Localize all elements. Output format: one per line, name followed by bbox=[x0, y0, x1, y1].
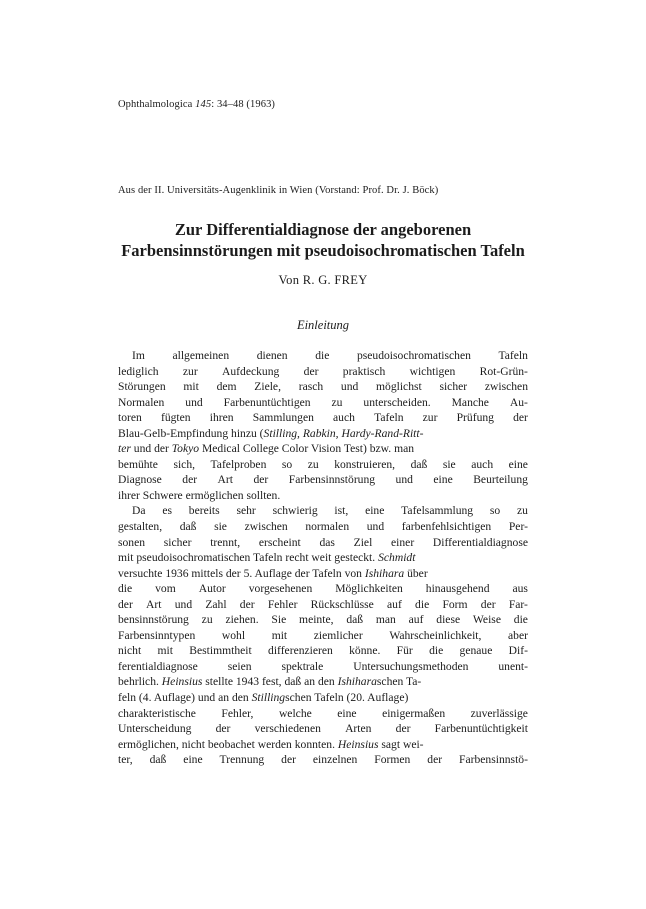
word: der bbox=[118, 597, 133, 611]
word: vorgesehenen bbox=[248, 582, 313, 596]
word: eine bbox=[183, 753, 203, 767]
word: ziehen. bbox=[225, 613, 259, 627]
text-segment: feln (4. Auflage) und an den bbox=[118, 691, 252, 705]
word: trennt, bbox=[210, 535, 241, 549]
word: Sie bbox=[271, 613, 287, 627]
word: ziemlicher bbox=[313, 628, 363, 642]
word: Weise bbox=[472, 613, 501, 627]
word: seien bbox=[227, 659, 252, 673]
word: Dif- bbox=[508, 644, 528, 658]
text-segment: Medical College Color Vision Test) bzw. man bbox=[199, 442, 415, 456]
text-segment: ermöglichen, nicht beobachet werden konnten. bbox=[118, 737, 338, 751]
text-line bbox=[118, 395, 528, 411]
word: sehr bbox=[236, 504, 256, 518]
word: einer bbox=[391, 535, 415, 549]
word: ter, bbox=[118, 753, 133, 767]
text-line bbox=[118, 410, 528, 426]
word: und bbox=[366, 520, 385, 534]
text-line bbox=[118, 379, 528, 395]
word: zwischen bbox=[484, 380, 528, 394]
word: der bbox=[395, 722, 411, 736]
word: Farbensinntypen bbox=[118, 628, 196, 642]
word: zur bbox=[182, 364, 198, 378]
word: sich, bbox=[173, 457, 196, 471]
word: Im bbox=[132, 349, 145, 362]
text-line bbox=[118, 706, 528, 722]
word: praktisch bbox=[342, 364, 386, 378]
text-segment: stellte 1943 fest, daß an den bbox=[202, 675, 338, 689]
text-segment: über bbox=[404, 566, 428, 580]
word: Bestimmtheit bbox=[189, 644, 252, 658]
word: eine bbox=[433, 473, 453, 487]
word: Formen bbox=[374, 753, 411, 767]
journal-volume: 145 bbox=[195, 99, 212, 110]
word: zu bbox=[307, 457, 319, 471]
text-line bbox=[118, 674, 528, 690]
word: Diagnose bbox=[118, 473, 162, 487]
word: Normalen bbox=[118, 395, 165, 409]
word: vom bbox=[155, 582, 176, 596]
word: sonen bbox=[118, 535, 146, 549]
word: zur bbox=[422, 411, 438, 425]
word: der bbox=[239, 597, 255, 611]
word: die bbox=[415, 597, 430, 611]
word: so bbox=[281, 457, 293, 471]
word: ihren bbox=[209, 411, 234, 425]
text-line bbox=[118, 535, 528, 551]
word: genaue bbox=[459, 644, 493, 658]
word: der bbox=[281, 753, 296, 767]
citation-names: Tokyo bbox=[171, 442, 200, 456]
text-line bbox=[118, 659, 528, 675]
word: hinausgehend bbox=[425, 582, 490, 596]
word: sie bbox=[442, 457, 456, 471]
word: das bbox=[319, 535, 335, 549]
word: mit bbox=[183, 380, 199, 394]
word: bereits bbox=[188, 504, 220, 518]
text-segment: und der bbox=[130, 442, 172, 456]
word: einigermaßen bbox=[382, 706, 446, 720]
word: dem bbox=[216, 380, 237, 394]
word: möglichst bbox=[376, 380, 422, 394]
word: Untersuchungsmethoden bbox=[353, 659, 469, 673]
text-line bbox=[118, 472, 528, 488]
text-line: ihrer Schwere ermöglichen sollten. bbox=[118, 488, 281, 502]
citation-names: Schmidt bbox=[378, 551, 416, 565]
word: eine bbox=[337, 706, 357, 720]
word: auch bbox=[333, 411, 355, 425]
word: Prüfung bbox=[456, 411, 494, 425]
word: Tafeln bbox=[374, 411, 404, 425]
word: diese bbox=[436, 613, 461, 627]
word: spektrale bbox=[281, 659, 324, 673]
word: sie bbox=[214, 520, 227, 534]
word: und bbox=[395, 473, 413, 487]
word: Trennung bbox=[219, 753, 265, 767]
word: ferentialdiagnose bbox=[118, 659, 198, 673]
text-line bbox=[118, 348, 528, 364]
word: der bbox=[513, 411, 528, 425]
word: allgemeinen bbox=[172, 349, 230, 362]
text-segment: versuchte 1936 mittels der 5. Auflage der Tafeln von bbox=[118, 566, 365, 580]
citation-names: Heinsius bbox=[161, 675, 203, 689]
word: ist, bbox=[334, 504, 349, 518]
word: Rot-Grün- bbox=[479, 364, 528, 378]
word: Möglichkeiten bbox=[335, 582, 403, 596]
word: Da bbox=[132, 504, 146, 518]
word: gestalten, bbox=[118, 520, 163, 534]
citation-names: ter bbox=[118, 442, 131, 456]
author-line: Von R. G. FREY bbox=[278, 273, 368, 287]
text-segment: schen Ta- bbox=[376, 675, 422, 689]
text-line bbox=[118, 643, 528, 659]
word: differenzieren bbox=[268, 644, 333, 658]
word: schwierig bbox=[272, 504, 318, 518]
word: aus bbox=[512, 582, 528, 596]
text-line bbox=[118, 519, 528, 535]
text-line bbox=[118, 566, 528, 582]
word: Sammlungen bbox=[252, 411, 314, 425]
word: daß bbox=[149, 753, 167, 767]
word: auch bbox=[471, 457, 494, 471]
citation-names: Ishihara bbox=[364, 566, 405, 580]
word: Autor bbox=[198, 582, 226, 596]
text-line bbox=[118, 457, 528, 473]
word: welche bbox=[278, 706, 312, 720]
journal-citation bbox=[118, 99, 275, 110]
text-segment: mit pseudoisochromatischen Tafeln recht weit gesteckt. bbox=[118, 551, 379, 565]
word: meinte, bbox=[299, 613, 334, 627]
title-line-1: Zur Differentialdiagnose der angeborenen bbox=[174, 220, 472, 239]
word: Farbensinnstö- bbox=[459, 753, 528, 767]
word: und bbox=[174, 597, 193, 611]
citation-names: Ishihara bbox=[337, 675, 377, 689]
word: die bbox=[118, 582, 133, 596]
word: zuverlässige bbox=[470, 706, 528, 720]
word: die bbox=[429, 644, 444, 658]
word: Für bbox=[396, 644, 413, 658]
word: mit bbox=[157, 644, 173, 658]
word: dienen bbox=[256, 349, 288, 362]
word: bensinnstörung bbox=[118, 613, 189, 627]
word: sicher bbox=[439, 380, 468, 394]
text-segment: sagt wei- bbox=[378, 737, 424, 751]
word: Farbensinnstörung bbox=[288, 473, 376, 487]
word: Ziel bbox=[353, 535, 373, 549]
word: zu bbox=[516, 504, 528, 518]
word: zwischen bbox=[244, 520, 288, 534]
word: die bbox=[315, 349, 330, 362]
text-line bbox=[118, 597, 528, 613]
word: Fehler, bbox=[221, 706, 254, 720]
word: Au- bbox=[509, 395, 528, 409]
word: Per- bbox=[508, 520, 528, 534]
word: farbenfehlsichtigen bbox=[401, 520, 492, 534]
word: der bbox=[253, 473, 269, 487]
journal-pages: : 34–48 (1963) bbox=[211, 99, 276, 110]
word: pseudoisochromatischen bbox=[356, 349, 471, 362]
word: Unterscheidung bbox=[118, 722, 192, 736]
word: bemühte bbox=[118, 457, 158, 471]
word: Art bbox=[217, 473, 234, 487]
section-heading: Einleitung bbox=[296, 318, 350, 332]
word: toren bbox=[118, 411, 142, 425]
article-title bbox=[100, 219, 546, 261]
word: der bbox=[215, 722, 231, 736]
word: Ziele, bbox=[254, 380, 281, 394]
word: der bbox=[480, 597, 496, 611]
institution-line: Aus der II. Universitäts-Augenklinik in Wien (Vorstand: Prof. Dr. J. Böck) bbox=[118, 185, 439, 196]
word: wichtigen bbox=[409, 364, 456, 378]
body-text bbox=[118, 348, 528, 768]
citation-names: Heinsius bbox=[337, 737, 379, 751]
word: Wahrscheinlichkeit, bbox=[389, 628, 482, 642]
word: mit bbox=[271, 628, 288, 642]
word: unterscheiden. bbox=[363, 395, 431, 409]
word: nicht bbox=[118, 644, 142, 658]
word: so bbox=[489, 504, 501, 518]
word: könne. bbox=[349, 644, 381, 658]
word: zu bbox=[201, 613, 213, 627]
word: eine bbox=[365, 504, 385, 518]
word: der bbox=[303, 364, 319, 378]
word: auf bbox=[408, 613, 424, 627]
word: charakteristische bbox=[118, 706, 196, 720]
word: Arten bbox=[345, 722, 372, 736]
word: Far- bbox=[508, 597, 528, 611]
word: Farbenuntüchtigkeit bbox=[434, 722, 528, 736]
word: lediglich bbox=[118, 364, 159, 378]
word: Zahl bbox=[205, 597, 227, 611]
text-line bbox=[118, 612, 528, 628]
word: Tafeln bbox=[498, 349, 528, 362]
word: Tafelsammlung bbox=[401, 504, 474, 518]
text-line bbox=[118, 737, 528, 753]
word: eine bbox=[508, 457, 528, 471]
word: und bbox=[340, 380, 359, 394]
word: Tafelproben bbox=[210, 457, 267, 471]
word: man bbox=[375, 613, 396, 627]
word: zu bbox=[331, 395, 343, 409]
citation-names: Stilling bbox=[251, 691, 286, 705]
word: daß bbox=[179, 520, 197, 534]
word: unent- bbox=[498, 659, 528, 673]
word: es bbox=[162, 504, 172, 518]
text-line bbox=[118, 426, 528, 442]
title-line-2: Farbensinnstörungen mit pseudoisochromatischen Tafeln bbox=[121, 241, 525, 260]
text-line bbox=[118, 721, 528, 737]
text-line bbox=[118, 628, 528, 644]
word: Beurteilung bbox=[473, 473, 528, 487]
word: Farbenuntüchtigen bbox=[223, 395, 311, 409]
text-segment: Blau-Gelb-Empfindung hinzu ( bbox=[118, 426, 264, 440]
text-line bbox=[118, 503, 528, 519]
text-line bbox=[118, 364, 528, 380]
word: und bbox=[185, 395, 203, 409]
word: Aufdeckung bbox=[222, 364, 280, 378]
journal-name: Ophthalmologica bbox=[118, 99, 193, 110]
word: rasch bbox=[298, 380, 324, 394]
citation-names: Stilling, Rabkin, Hardy-Rand-Ritt- bbox=[263, 426, 424, 440]
word: Art bbox=[146, 597, 162, 611]
word: wohl bbox=[221, 628, 246, 642]
word: sicher bbox=[163, 535, 192, 549]
word: fügten bbox=[160, 411, 191, 425]
word: Form bbox=[442, 597, 468, 611]
word: Störungen bbox=[118, 380, 166, 394]
text-segment: behrlich. bbox=[118, 675, 162, 689]
word: Fehler bbox=[267, 597, 298, 611]
word: Differentialdiagnose bbox=[432, 535, 528, 549]
text-segment: schen Tafeln (20. Auflage) bbox=[285, 691, 409, 705]
text-line bbox=[118, 441, 528, 457]
text-line bbox=[118, 690, 528, 706]
word: Manche bbox=[451, 395, 489, 409]
word: daß bbox=[346, 613, 364, 627]
text-line bbox=[118, 752, 528, 768]
word: Rückschlüsse bbox=[310, 597, 374, 611]
text-line bbox=[118, 550, 528, 566]
word: auf bbox=[387, 597, 402, 611]
word: verschiedenen bbox=[254, 722, 321, 736]
word: aber bbox=[508, 628, 528, 642]
word: der bbox=[182, 473, 198, 487]
word: daß bbox=[410, 457, 428, 471]
word: die bbox=[513, 613, 528, 627]
text-line bbox=[118, 581, 528, 597]
word: einzelnen bbox=[312, 753, 358, 767]
word: der bbox=[427, 753, 443, 767]
word: erscheint bbox=[258, 535, 301, 549]
word: konstruieren, bbox=[334, 457, 396, 471]
word: normalen bbox=[305, 520, 350, 534]
